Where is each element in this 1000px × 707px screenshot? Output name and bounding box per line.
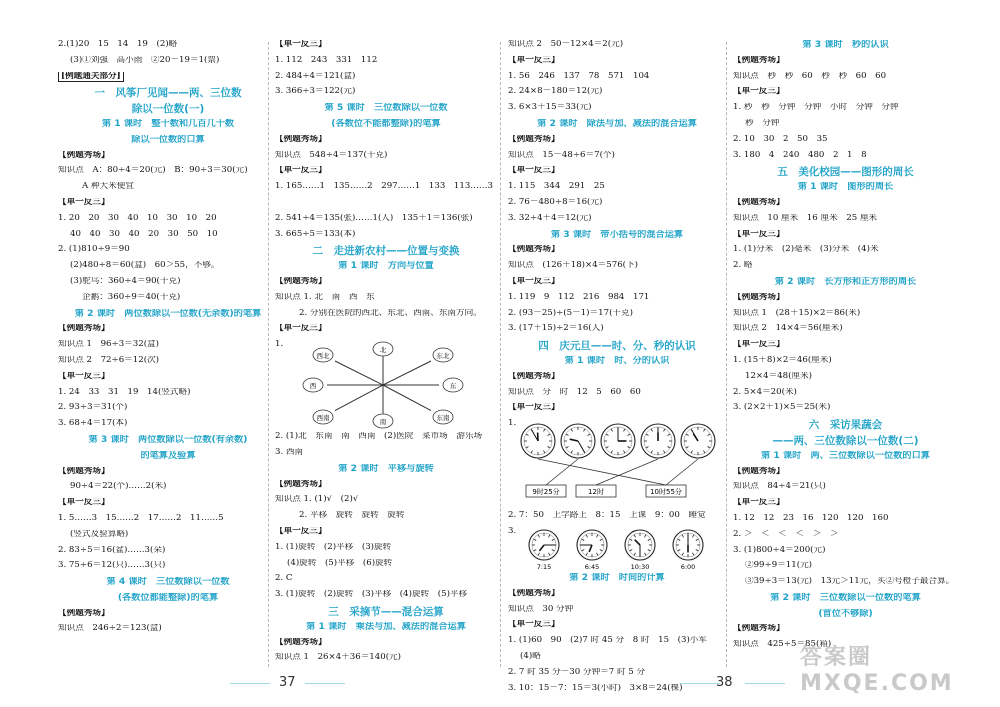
lesson-heading: 第 2 课时 除法与加、减法的混合运算 [537,118,697,129]
answer-line: (2)480÷8＝60(盒) 60＞55，不够。 [70,261,220,271]
answer-line: 2. 略 [733,261,753,271]
compass-node [373,342,393,356]
section-label: 【例题秀场】 [58,150,110,160]
answer-line: 知识点 2 50－12×4＝2(元) [508,40,624,49]
answer-line: 2. 10 30 2 50 35 [733,134,828,144]
column-3 [508,40,726,699]
section-label: 【例题秀场】 [58,466,110,476]
compass-label: 西南 [316,414,330,423]
compass-node [433,348,453,362]
page-number-rule [230,683,270,684]
answer-line: (3)①刘强 高小雨 ②20－19＝1(票) [70,55,220,65]
answer-line: (3)鸵鸟：360÷4＝90(千克) [70,276,181,286]
compass-label: 西 [309,382,317,391]
section-label: 【单一反三】 [508,276,560,286]
section-label: 【单一反三】 [733,340,785,350]
clock-time-label: 7:15 [536,562,552,571]
compass-node [373,414,393,428]
section-label: 【单一反三】 [508,620,560,630]
section-label: 【例题秀场】 [508,588,560,598]
clock-time-label: 6:45 [584,562,600,571]
lesson-heading: 第 1 课时 方向与位置 [338,261,434,272]
lesson-heading: 第 1 课时 整十数和几百几十数 [101,118,235,129]
answer-line: 知识点 2 72÷6＝12(次) [58,355,160,365]
figure [508,527,726,573]
page-number-left: 37 [279,675,296,690]
section-label: 【例题秀场】 [58,608,110,618]
section-label: 【单一反三】 [508,166,560,176]
answer-line: 2. 平移 旋转 旋转 旋转 [299,511,405,521]
compass-label: 西北 [316,352,330,361]
answer-line: 2. 7：50 上学路上 8：15 上课 9：00 睡觉 [508,511,706,521]
section-label: 【例题秀场】 [733,466,785,476]
answer-line: 1. 56 246 137 78 571 104 [508,71,650,81]
section-label: 【例题秀场】 [733,292,785,302]
lesson-heading: (各数位都能整除)的笔算 [117,592,219,603]
unit-heading: 四 庆元旦——时、分、秒的认识 [538,340,696,353]
answer-line: 2. ＞ ＜ ＜ ＜ ＞ ＞ [733,529,839,539]
answer-line: 1. (1)旋转 (2)平移 (3)旋转 [275,542,392,552]
answer-line: 2. 93÷3＝31(个) [58,403,128,413]
answer-line: 2. 541÷4＝135(张)……1(人) 135＋1＝136(张) [275,213,473,223]
clock-face [641,424,675,458]
answer-line: 2. 484÷4＝121(盒) [275,71,356,81]
time-tag-text: 10时55分 [650,488,683,497]
answer-line: 1. 秒 秒 分钟 分钟 小时 分钟 分钟 [733,103,899,113]
clock-face [601,424,635,458]
part-heading-text: [例题通关部分] [58,72,124,82]
column-1 [58,40,278,640]
figure [275,340,497,432]
answer-line: 2. 分别在医院的西北、东北、西南、东南方向。 [299,308,482,318]
unit-heading: 五 美化校园——图形的周长 [777,166,914,179]
answer-line: 3. 6×3＋15＝33(元) [508,103,592,113]
watermark: 答案圈 MXQE.COM [800,645,954,696]
figure-number: 3. [508,526,517,536]
compass-label: 东南 [436,414,450,423]
column-divider [500,42,501,667]
lesson-heading: 第 2 课时 两位数除以一位数(无余数)的笔算 [74,308,262,319]
answer-line: ②99÷9＝11(元) [745,561,813,571]
answer-line: 知识点 秒 秒 60 秒 秒 60 60 [733,71,887,81]
answer-line: A 种大米便宜 [82,182,134,192]
answer-line: 知识点 2 14×4＝56(厘米) [733,324,843,334]
answer-line: 1. 24 33 31 19 14(竖式略) [58,387,191,397]
answer-line: 3. 180 4 240 480 2 1 8 [733,150,867,160]
section-label: 【例题秀场】 [275,134,327,144]
section-label: 【单一反三】 [733,498,785,508]
answer-line: 知识点 1 (28＋15)×2＝86(米) [733,308,861,318]
clock-face [521,424,555,458]
lesson-heading: 第 5 课时 三位数除以一位数 [324,103,448,114]
answer-line: 2. 24×8－180＝12(元) [508,87,603,97]
answer-line: 知识点 15－48÷6＝7(个) [508,150,615,160]
answer-line: 3. 75÷6＝12(只)……3(只) [58,561,166,571]
answer-line: 知识点 425÷5＝85(箱) [733,640,832,650]
answer-line: 企鹅：360÷9＝40(千克) [82,292,181,302]
answer-line: 知识点 246÷2＝123(盒) [58,624,162,634]
lesson-heading: 除以一位数的口算 [131,134,205,145]
answer-line: 知识点 1 96÷3＝32(盒) [58,340,160,350]
answer-line: 知识点 分 时 12 5 60 60 [508,387,641,397]
answer-line: 3. (17＋15)÷2＝16(人) [508,324,604,334]
column-4 [733,40,958,656]
section-label: 【单一反三】 [58,197,110,207]
section-label: 【单一反三】 [733,229,785,239]
answer-line: 2. 83÷5＝16(盆)……3(朵) [58,545,166,555]
lesson-heading: (首位不够除) [818,608,873,619]
answer-line: 知识点 548÷4＝137(千克) [275,150,388,160]
answer-line: 1. (1)分米 (2)毫米 (3)分米 (4)米 [733,245,879,255]
answer-line: 3. 68÷4＝17(本) [58,419,128,429]
answer-line: 知识点 30 分钟 [508,604,574,614]
answer-line: 2. 5×4＝20(米) [733,387,797,397]
clock-face [681,424,715,458]
lesson-heading: 第 4 课时 三位数除以一位数 [106,577,230,588]
time-tag [576,485,616,497]
compass-label: 东 [449,382,457,391]
lesson-heading: 第 3 课时 带小括号的混合运算 [550,229,684,240]
clock-face [625,530,655,560]
answer-line: 2. (1)810÷9＝90 [58,245,130,255]
clock-face [673,530,703,560]
clock-face [529,530,559,560]
unit-heading: 除以一位数(一) [131,103,205,116]
section-label: 【例题秀场】 [275,637,327,647]
section-label: 【例题秀场】 [275,479,327,489]
column-2 [275,40,497,669]
answer-line: 1. 112 243 331 112 [275,55,378,65]
lesson-heading: 第 2 课时 三位数除以一位数的笔算 [770,592,921,603]
clock-matching-diagram [516,419,716,509]
unit-heading: 二 走进新农村——位置与变换 [312,245,460,258]
answer-line: 知识点 1. 北 南 西 东 [275,292,375,302]
answer-line: 2. 76－480÷8＝16(元) [508,197,603,207]
section-label: 【单一反三】 [508,55,560,65]
lesson-heading: 第 2 课时 时间的计算 [569,572,665,583]
answer-line: 知识点 84÷4＝21(只) [733,482,826,492]
compass-label: 北 [379,346,387,355]
section-label: 【单一反三】 [58,371,110,381]
section-label: 【例题秀场】 [508,134,560,144]
clock-time-label: 10:30 [630,562,650,571]
answer-line: 知识点 10 厘米 16 厘米 25 厘米 [733,213,878,223]
compass-node [443,378,463,392]
time-tag-text: 9时25分 [532,488,560,497]
time-tag-text: 12时 [588,488,605,497]
part-heading [58,72,278,88]
page-number-rule [680,683,720,684]
answer-line: 知识点 (126＋18)×4＝576(下) [508,261,638,271]
lesson-heading: (各数位不能都整除)的笔算 [331,118,441,129]
unit-heading: ——两、三位数除以一位数(二) [772,434,919,447]
section-label: 【例题秀场】 [275,276,327,286]
section-label: 【单一反三】 [275,40,327,49]
answer-line: 1. (1)60 90 (2)7 时 45 分 8 时 15 (3)小军 [508,636,707,646]
page-number-rule [305,683,345,684]
lesson-heading: 第 2 课时 长方形和正方形的周长 [774,276,917,287]
answer-line: 秒 分钟 [745,118,780,128]
section-label: 【例题秀场】 [733,55,785,65]
time-tag [526,485,566,497]
section-label: 【例题秀场】 [508,371,560,381]
compass-label: 东北 [436,352,450,361]
answer-line: 2. (93－25)÷(5－1)＝17(千克) [508,308,633,318]
section-label: 【例题秀场】 [733,197,785,207]
lesson-heading: 第 1 课时 时、分的认识 [564,355,670,366]
lesson-heading: 第 3 课时 两位数除以一位数(有余数) [88,434,248,445]
compass-node [313,410,333,424]
answer-line: 3. 665÷5＝133(本) [275,229,356,239]
section-label: 【例题秀场】 [58,324,110,334]
compass-label: 南 [379,418,387,427]
answer-line: 3. 西南 [275,447,304,457]
answer-line: 知识点 A：80÷4＝20(元) B：90÷3＝30(元) [58,166,248,176]
section-label: 【单一反三】 [58,498,110,508]
answer-line: 1. 119 9 112 216 984 171 [508,292,650,302]
section-label: 【例题秀场】 [508,245,560,255]
answer-line: 1. 20 20 30 40 10 30 10 20 [58,213,217,223]
lesson-heading: 第 1 课时 乘法与加、减法的混合运算 [306,621,466,632]
page-number-rule [745,683,785,684]
answer-line: 3. 366÷3＝122(元) [275,87,356,97]
unit-heading: 六 采访果蔬会 [808,419,883,432]
compass-node [433,410,453,424]
answer-line: 3. 32÷4＋4＝12(元) [508,213,592,223]
compass-diagram [283,340,483,430]
section-label: 【单一反三】 [508,403,560,413]
answer-line: 2. 7 时 35 分－30 分钟＝7 时 5 分 [508,667,646,677]
answer-line: 2. C [275,574,293,584]
lesson-heading: 的笔算及验算 [140,450,196,461]
section-label: 【单一反三】 [275,526,327,536]
answer-line: 1. 115 344 291 25 [508,182,605,192]
answer-line: ③39÷3＝13(元) 13元＞11元，买②号橙子最合算。 [745,577,955,587]
clock-time-label: 6:00 [680,562,696,571]
figure-number: 1. [275,340,284,350]
answer-line: (4)略 [520,651,541,661]
time-tag [646,485,686,497]
section-label: 【单一反三】 [275,324,327,334]
answer-line: 2. (1)北 东南 南 西南 (2)医院 菜市场 游乐场 [275,432,483,442]
answer-line: 1. 5……3 15……2 17……2 11……5 [58,513,224,523]
clock-face [577,530,607,560]
answer-line: 3. (2×2＋1)×5＝25(米) [733,403,831,413]
compass-node [313,348,333,362]
section-label: 【单一反三】 [733,87,785,97]
answer-line: (竖式及验算略) [70,529,129,539]
answer-line: 3. (1)800÷4＝200(元) [733,545,826,555]
column-divider [726,42,727,667]
column-divider [268,42,269,667]
answer-line: (4)旋转 (5)平移 (6)旋转 [287,558,393,568]
answer-line: 40 40 30 40 20 30 50 10 [70,229,218,239]
answer-line: 12×4＝48(厘米) [745,371,813,381]
lesson-heading: 第 1 课时 图形的周长 [797,182,894,193]
answer-line: 1. 165……1 135……2 297……1 133 113……3 [275,182,493,192]
lesson-heading: 第 3 课时 秒的认识 [802,40,889,50]
page-number-right: 38 [716,675,733,690]
lesson-heading: 第 1 课时 两、三位数除以一位数的口算 [761,450,930,461]
answer-line [275,198,497,214]
answer-line: 3. (1)旋转 (2)旋转 (3)平移 (4)旋转 (5)平移 [275,590,468,600]
answer-line: 3. 10：15－7：15＝3(小时) 3×8＝24(棵) [508,683,683,693]
unit-heading: 三 采摘节——混合运算 [328,605,444,618]
clock-face [561,424,595,458]
answer-line: 1. 12 12 23 16 120 120 160 [733,513,889,523]
answer-line: 90÷4＝22(个)……2(米) [70,482,167,492]
section-label: 【单一反三】 [275,166,327,176]
answer-line: 1. (15＋8)×2＝46(厘米) [733,355,832,365]
figure [508,419,726,511]
clock-row-diagram [516,527,716,571]
unit-heading: 一 风筝厂见闻——两、三位数 [94,87,242,100]
lesson-heading: 第 2 课时 平移与旋转 [338,463,434,474]
answer-line: 知识点 1 26×4＋36＝140(元) [275,653,402,663]
figure-number: 1. [508,419,517,429]
answer-line: 2.(1)20 15 14 19 (2)略 [58,40,178,49]
compass-node [303,378,323,392]
section-label: 【例题秀场】 [733,624,785,634]
answer-line: 知识点 1. (1)√ (2)√ [275,495,359,505]
